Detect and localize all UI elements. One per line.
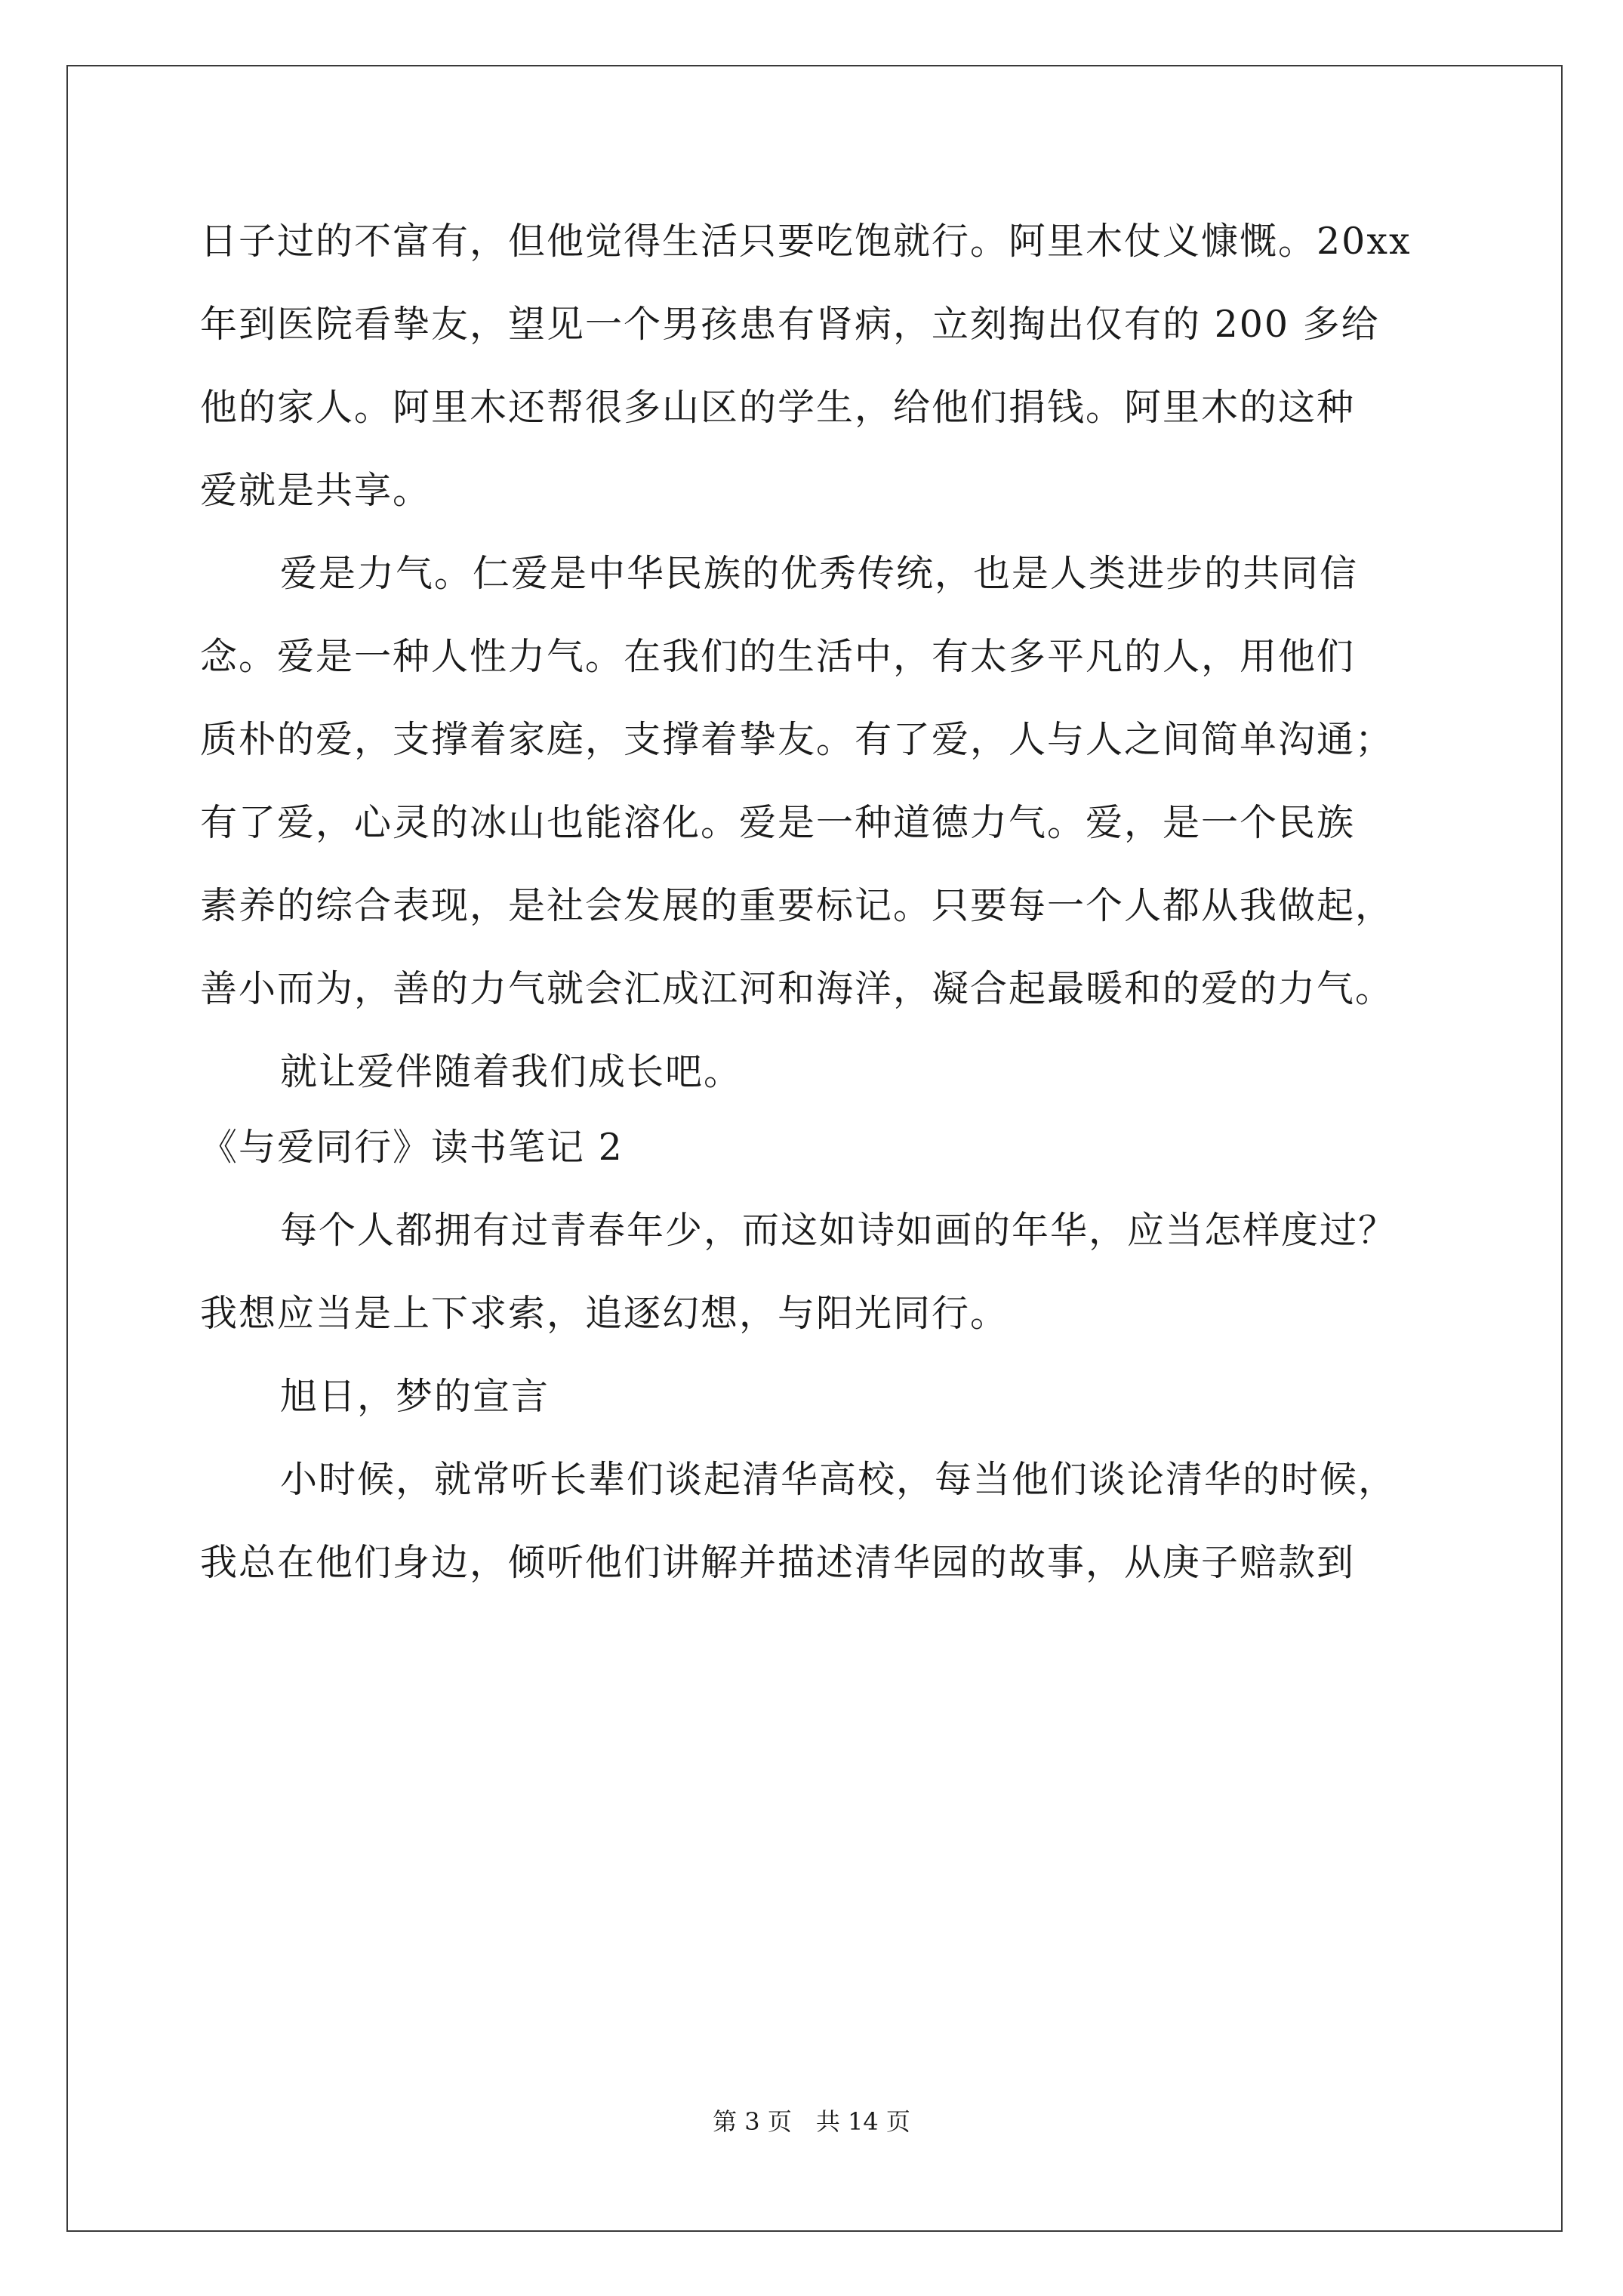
paragraph-line: 念。爱是一种人性力气。在我们的生活中，有太多平凡的人，用他们 — [200, 635, 1356, 678]
paragraph-line: 年到医院看挚友，望见一个男孩患有肾病，立刻掏出仅有的 200 多给 — [200, 303, 1380, 346]
paragraph-line: 日子过的不富有，但他觉得生活只要吃饱就行。阿里木仗义慷慨。20xx — [200, 220, 1412, 263]
paragraph-line: 爱是力气。仁爱是中华民族的优秀传统，也是人类进步的共同信 — [280, 552, 1359, 595]
paragraph-line: 我想应当是上下求索，追逐幻想，与阳光同行。 — [200, 1292, 1009, 1335]
paragraph-line: 有了爱，心灵的冰山也能溶化。爱是一种道德力气。爱，是一个民族 — [200, 801, 1356, 844]
section-heading: 《与爱同行》读书笔记 2 — [200, 1126, 624, 1169]
subheading: 旭日，梦的宣言 — [280, 1375, 550, 1418]
page-footer: 第 3 页 共 14 页 — [713, 2107, 910, 2136]
paragraph-line: 善小而为，善的力气就会汇成江河和海洋，凝合起最暖和的爱的力气。 — [200, 967, 1394, 1010]
paragraph-line: 他的家人。阿里木还帮很多山区的学生，给他们捐钱。阿里木的这种 — [200, 386, 1356, 429]
paragraph-line: 就让爱伴随着我们成长吧。 — [280, 1050, 743, 1093]
paragraph-line: 小时候，就常听长辈们谈起清华高校，每当他们谈论清华的时候， — [280, 1458, 1397, 1501]
paragraph-line: 素养的综合表现，是社会发展的重要标记。只要每一个人都从我做起， — [200, 884, 1394, 927]
paragraph-line: 我总在他们身边，倾听他们讲解并描述清华园的故事，从庚子赔款到 — [200, 1541, 1356, 1584]
paragraph-line: 质朴的爱，支撑着家庭，支撑着挚友。有了爱，人与人之间简单沟通； — [200, 718, 1394, 761]
paragraph-line: 爱就是共享。 — [200, 469, 432, 512]
paragraph-line: 每个人都拥有过青春年少，而这如诗如画的年华，应当怎样度过？ — [280, 1209, 1397, 1252]
